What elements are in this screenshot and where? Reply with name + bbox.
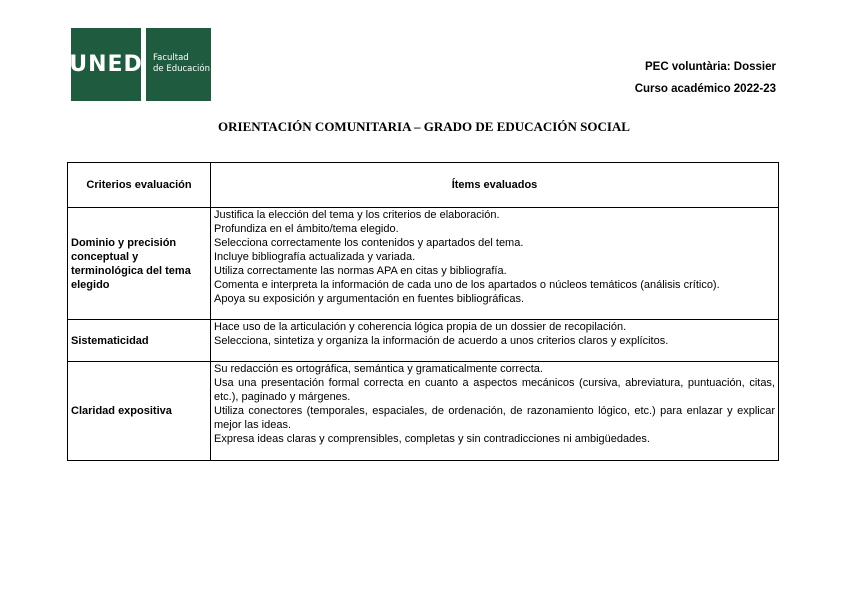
uned-wordmark: UNED	[71, 28, 141, 101]
column-header-criteria: Criterios evaluación	[68, 163, 211, 208]
item-line: Expresa ideas claras y comprensibles, completas y sin contradicciones ni ambigüedades.	[214, 433, 650, 445]
table-header-row	[68, 163, 779, 208]
items-cell	[211, 362, 779, 461]
course-label: Curso académico 2022-23	[634, 83, 776, 95]
item-line: Hace uso de la articulación y coherencia lógica propia de un dossier de recopilación.	[214, 321, 627, 333]
pec-label: PEC voluntària: Dossier	[644, 61, 776, 73]
item-line: Selecciona, sintetiza y organiza la información de acuerdo a unos criterios claros y explícitos.	[214, 335, 669, 347]
criterion-cell: Sistematicidad	[68, 320, 211, 362]
table-row	[68, 320, 779, 362]
items-cell	[211, 320, 779, 362]
item-line: Profundiza en el ámbito/tema elegido.	[214, 223, 399, 235]
table-row	[68, 208, 779, 320]
document-title: ORIENTACIÓN COMUNITARIA – GRADO DE EDUCACIÓN SOCIAL	[218, 119, 630, 134]
document-header	[635, 59, 776, 103]
criterion-cell: Claridad expositiva	[68, 362, 211, 461]
item-line: Utiliza correctamente las normas APA en citas y bibliografía.	[214, 265, 507, 277]
item-line: Usa una presentación formal correcta en cuanto a aspectos mecánicos (cursiva, abreviatura, puntuación, citas, etc.), paginado y márgenes.	[214, 377, 775, 403]
item-line: Apoya su exposición y argumentación en fuentes bibliográficas.	[214, 293, 525, 305]
faculty-label	[146, 28, 211, 101]
faculty-line-2: de Educación	[153, 64, 210, 74]
item-line: Justifica la elección del tema y los criterios de elaboración.	[214, 209, 500, 221]
item-line: Selecciona correctamente los contenidos y apartados del tema.	[214, 237, 524, 249]
evaluation-table	[67, 162, 779, 461]
faculty-line-1: Facultad	[153, 53, 189, 63]
items-cell	[211, 208, 779, 320]
item-line: Comenta e interpreta la información de cada uno de los apartados o núcleos temáticos (análisis crítico).	[214, 279, 720, 291]
table-row	[68, 362, 779, 461]
column-header-items: Ítems evaluados	[211, 163, 779, 208]
uned-logo	[71, 28, 211, 101]
item-line: Utiliza conectores (temporales, espaciales, de ordenación, de razonamiento lógico, etc.) para enlazar y explicar mejor las ideas.	[214, 405, 775, 431]
item-line: Su redacción es ortográfica, semántica y gramaticalmente correcta.	[214, 363, 543, 375]
criterion-cell: Dominio y precisión conceptual y terminológica del tema elegido	[68, 208, 211, 320]
item-line: Incluye bibliografía actualizada y variada.	[214, 251, 416, 263]
